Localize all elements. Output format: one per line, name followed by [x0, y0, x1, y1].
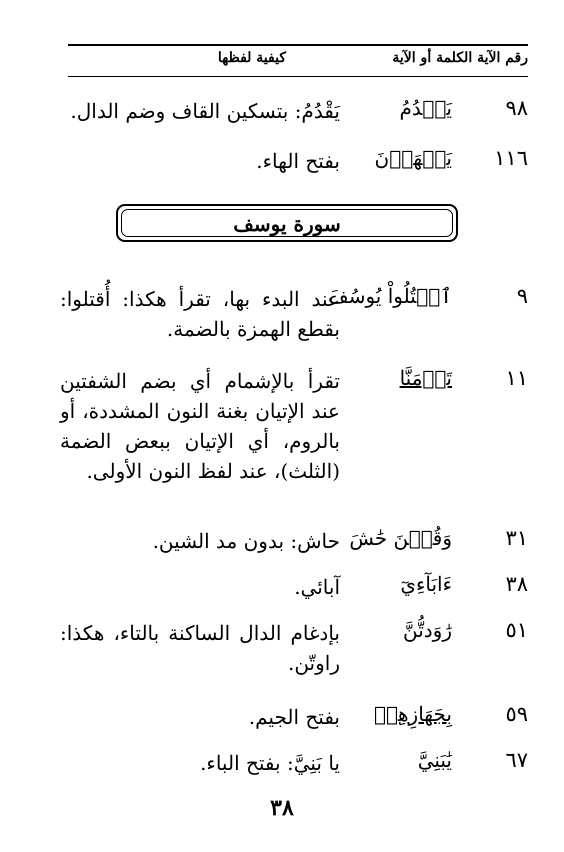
- pronunciation-note: يَقْدُمُ: بتسكين القاف وضم الدال.: [70, 99, 340, 123]
- verse-number: ٣٨: [505, 572, 528, 596]
- quran-word: يَٰبَنِيَّ: [417, 748, 452, 772]
- quran-word: ٱقۡتُلُواْ يُوسُفَ: [328, 284, 452, 308]
- quran-word: بِجَهَازِهِمۡ: [374, 702, 452, 726]
- pronunciation-note: يا بَنِيَّ: بفتح الباء.: [200, 751, 340, 775]
- pronunciation-note: عند البدء بها، تقرأ هكذا: أُقتلوا: بقطع الهمزة بالضمة.: [60, 287, 340, 341]
- pronunciation-note: بإدغام الدال الساكنة بالتاء، هكذا: راوتّن.: [60, 621, 340, 675]
- quran-word: ءَابَآءِيٓ: [400, 572, 452, 596]
- page-number: ٣٨: [270, 795, 294, 821]
- verse-number: ١١٦: [494, 146, 528, 170]
- verse-number: ٩: [516, 284, 528, 308]
- pronunciation-note: حاش: بدون مد الشين.: [152, 529, 340, 553]
- pronunciation-note: بفتح الجيم.: [248, 705, 340, 729]
- verse-number: ٥١: [505, 618, 528, 642]
- quran-word: وَقُلۡنَ حَٰشَ: [349, 526, 452, 550]
- top-rule: [68, 44, 528, 46]
- quran-word: يَقۡدُمُ: [399, 96, 452, 120]
- header-pronunciation-label: كيفية لفظها: [217, 50, 286, 66]
- verse-number: ٦٧: [505, 748, 528, 772]
- verse-number: ٩٨: [505, 96, 528, 120]
- quran-word: رَٰوَدتُّنَّ: [402, 618, 452, 642]
- header-rule: [68, 76, 528, 77]
- verse-number: ٣١: [505, 526, 528, 550]
- pronunciation-note: آبائي.: [294, 575, 340, 599]
- surah-title: سورة يوسف: [233, 212, 341, 236]
- quran-word: تَأۡمَنَّا: [399, 366, 452, 390]
- verse-number: ٥٩: [505, 702, 528, 726]
- quran-word: يَنۡهَوۡنَ: [374, 146, 452, 170]
- pronunciation-note: تقرأ بالإشمام أي بضم الشفتين عند الإتيان بغنة النون المشددة، أو بالروم، أي الإتيان ببعض الضمة (الثلث)، عند لفظ النون الأولى.: [60, 369, 340, 483]
- verse-number: ١١: [505, 366, 528, 390]
- pronunciation-note: بفتح الهاء.: [256, 149, 340, 173]
- header-verse-word-label: رقم الآية الكلمة أو الآية: [392, 50, 528, 66]
- surah-title-frame: [116, 204, 458, 242]
